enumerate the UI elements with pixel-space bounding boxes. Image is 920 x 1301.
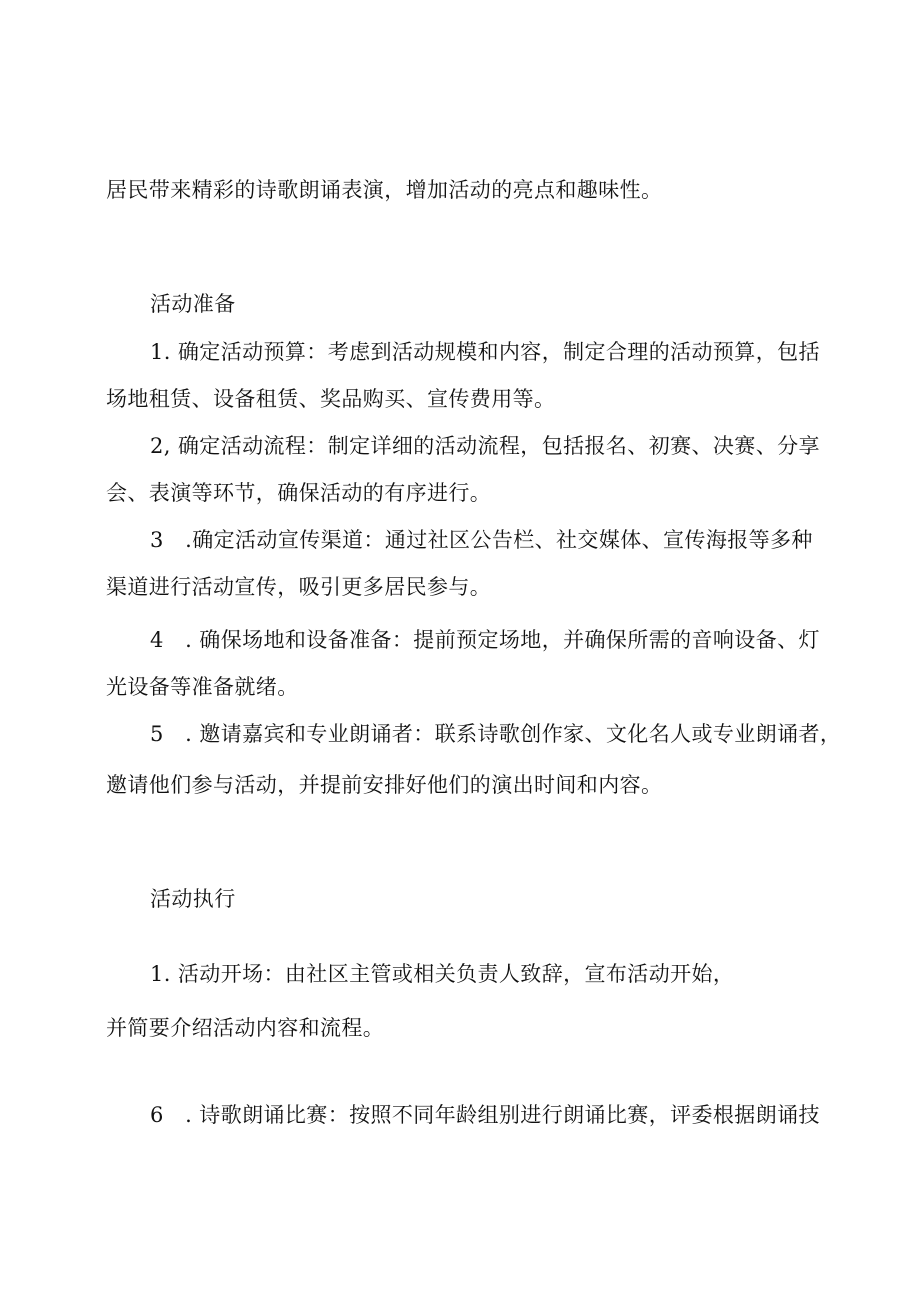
prep-item-3-line-1: 3 .确定活动宣传渠道：通过社区公告栏、社交媒体、宣传海报等多种 xyxy=(150,528,813,552)
prep-item-4-line-1: 4 . 确保场地和设备准备：提前预定场地，并确保所需的音响设备、灯 xyxy=(150,628,820,652)
prep-item-5-line-2: 邀请他们参与活动，并提前安排好他们的演出时间和内容。 xyxy=(106,773,663,797)
prep-item-1-line-1: 1. 确定活动预算：考虑到活动规模和内容，制定合理的活动预算，包括 xyxy=(150,340,820,364)
prep-item-3-line-2: 渠道进行活动宣传，吸引更多居民参与。 xyxy=(106,575,492,599)
exec-item-1-line-1: 1. 活动开场：由社区主管或相关负责人致辞，宣布活动开始， xyxy=(150,962,735,986)
prep-item-2-line-2: 会、表演等环节，确保活动的有序进行。 xyxy=(106,481,492,505)
section-heading-execution: 活动执行 xyxy=(150,887,236,911)
exec-item-2-line-1: 6 . 诗歌朗诵比赛：按照不同年龄组别进行朗诵比赛，评委根据朗诵技 xyxy=(150,1103,820,1127)
exec-item-1-line-2: 并简要介绍活动内容和流程。 xyxy=(106,1016,385,1040)
prep-item-2-line-1: 2, 确定活动流程：制定详细的活动流程，包括报名、初赛、决赛、分享 xyxy=(150,434,820,458)
section-heading-preparation: 活动准备 xyxy=(150,292,236,316)
prep-item-1-line-2: 场地租赁、设备租赁、奖品购买、宣传费用等。 xyxy=(106,387,556,411)
intro-paragraph-tail: 居民带来精彩的诗歌朗诵表演，增加活动的亮点和趣味性。 xyxy=(106,178,663,202)
prep-item-4-line-2: 光设备等准备就绪。 xyxy=(106,675,299,699)
prep-item-5-line-1: 5 . 邀请嘉宾和专业朗诵者：联系诗歌创作家、文化名人或专业朗诵者， xyxy=(150,722,842,746)
